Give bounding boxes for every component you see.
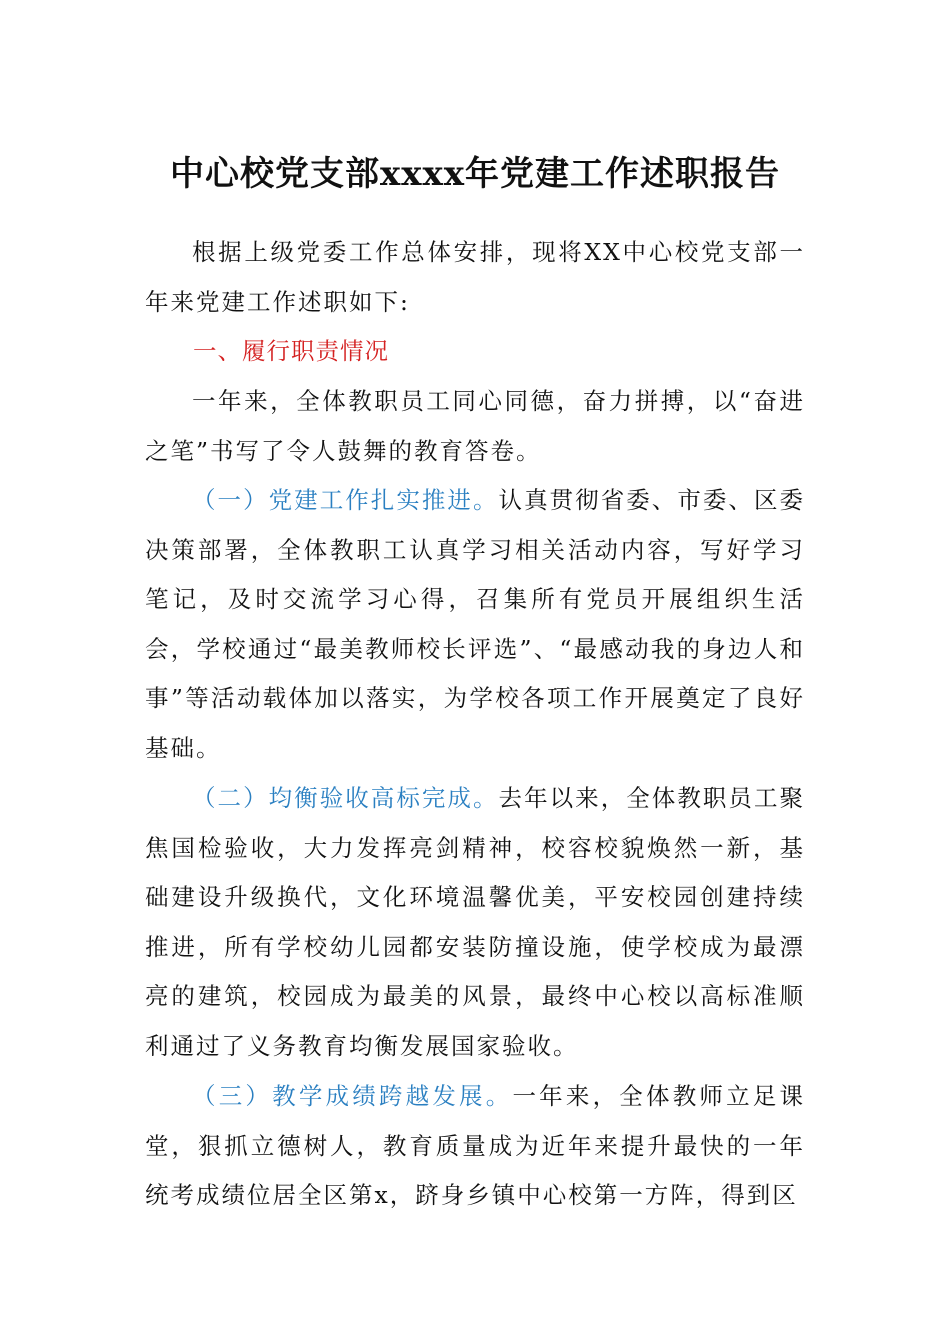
item3-text: 一年来，全体教师立足课堂，狠抓立德树人，教育质量成为近年来提升最快的一年统考成绩位居全区第x，跻身乡镇中心校第一方阵，得到区 [145, 1082, 806, 1210]
item1-paragraph [145, 476, 805, 774]
section1-intro-text: 一年来，全体教职员工同心同德，奋力拼搏，以“奋进之笔”书写了令人鼓舞的教育答卷。 [145, 387, 805, 465]
section-heading: 一、履行职责情况 [193, 337, 389, 365]
item2-paragraph [145, 774, 805, 1072]
item1-text-wrap [145, 476, 805, 774]
document-title: 中心校党支部xxxx年党建工作述职报告 [169, 154, 781, 194]
item3-heading: （三）教学成绩跨越发展。 [192, 1082, 513, 1110]
item3-paragraph [145, 1072, 805, 1221]
item1-heading: （一）党建工作扎实推进。 [192, 486, 499, 514]
item1-text: 认真贯彻省委、市委、区委决策部署，全体教职工认真学习相关活动内容，写好学习笔记，及时交流学习心得，召集所有党员开展组织生活会，学校通过“最美教师校长评选”、“最感动我的身边人和事”等活动载体加以落实，为学校各项工作开展奠定了良好基础。 [145, 486, 806, 762]
intro-paragraph [145, 228, 805, 327]
item3-text-wrap [145, 1072, 805, 1221]
item2-text: 去年以来，全体教职员工聚焦国检验收，大力发挥亮剑精神，校容校貌焕然一新，基础建设升级换代，文化环境温馨优美，平安校园创建持续推进，所有学校幼儿园都安装防撞设施，使学校成为最漂亮的建筑，校园成为最美的风景，最终中心校以高标准顺利通过了义务教育均衡发展国家验收。 [145, 784, 806, 1060]
item2-heading: （二）均衡验收高标完成。 [192, 784, 499, 812]
intro-text: 根据上级党委工作总体安排，现将XX中心校党支部一年来党建工作述职如下: [145, 238, 805, 316]
item2-text-wrap [145, 774, 805, 1072]
section1-intro-paragraph [145, 377, 805, 476]
